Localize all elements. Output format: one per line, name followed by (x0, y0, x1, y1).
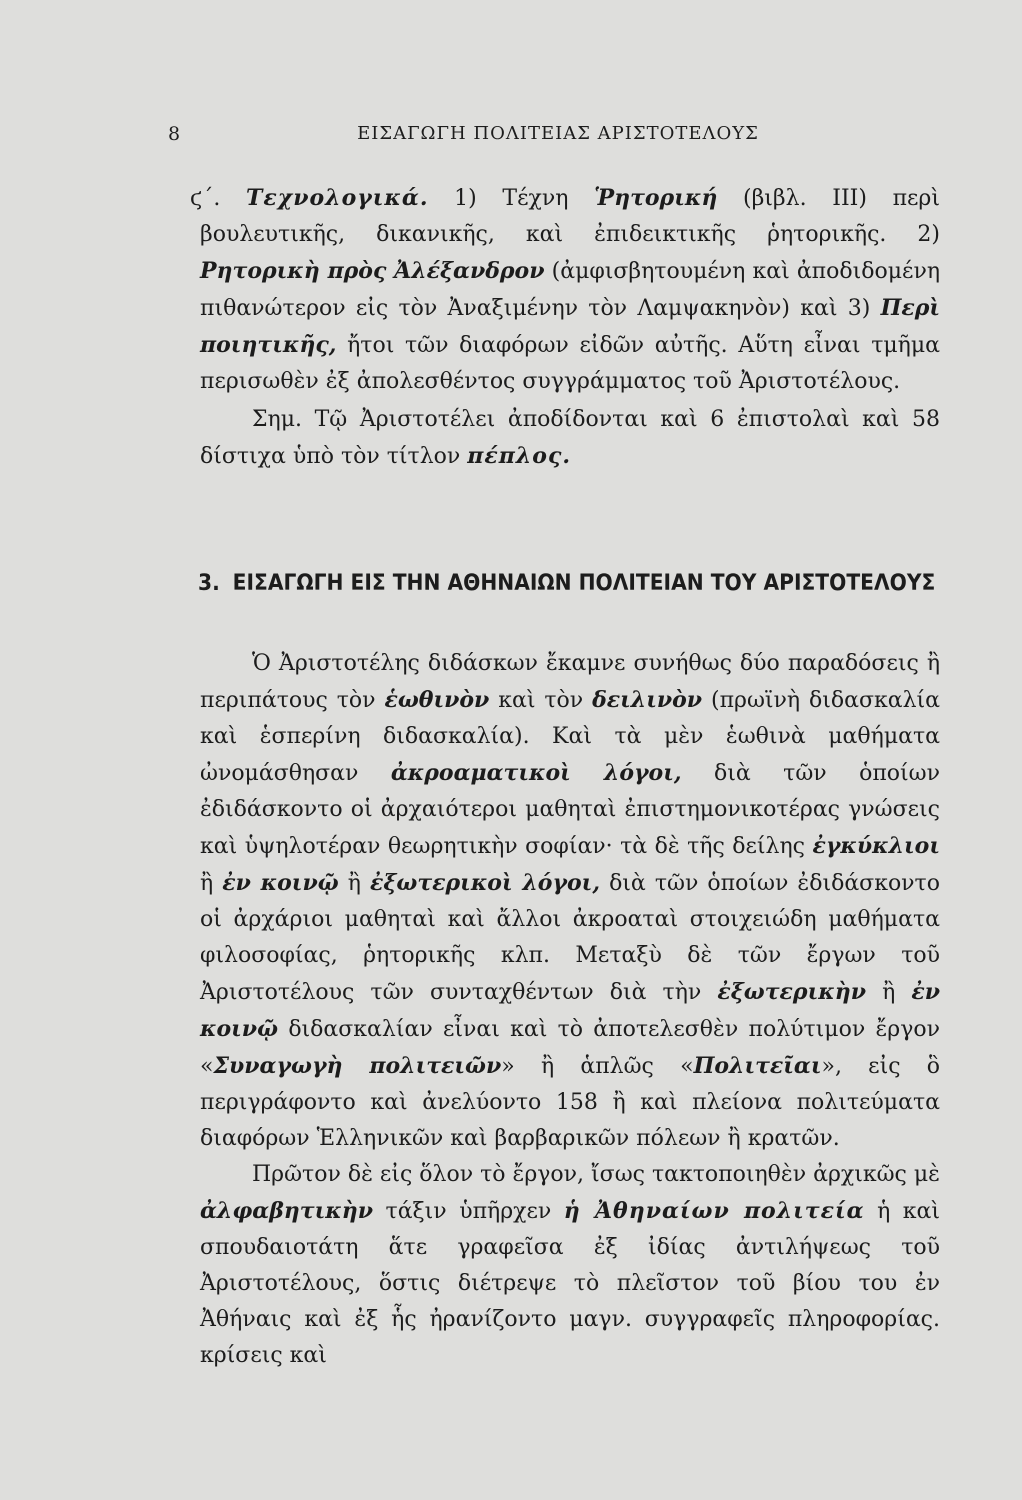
text-run: διὰ τῶν ὁποίων ἐδιδάσκοντο οἱ ἀρχαιότεροι μαθηταὶ ἐπιστημονικοτέρας γνώσεις καὶ ὑψηλοτέραν θεωρητικὴν σοφίαν· τὰ δὲ τῆς δείλης (200, 761, 940, 859)
term-en-koino-2: ἐν κοινῷ (200, 979, 941, 1042)
text-run: ἢ (882, 980, 896, 1005)
section-title: ΕΙΣΑΓΩΓΗ ΕΙΣ ΤΗΝ ΑΘΗΝΑΙΩΝ ΠΟΛΙΤΕΙΑΝ ΤΟΥ ΑΡΙΣΤΟΤΕΛΟΥΣ (232, 571, 936, 596)
term-exoterikoi: ἐξωτερικοὶ λόγοι, (370, 870, 600, 896)
text-run: (ἀμφισβητουμένη καὶ ἀποδιδομένη πιθανώτερον εἰς τὸν Ἀναξιμένην τὸν Λαμψακηνὸν) καὶ 3) (200, 259, 940, 321)
body-paragraph-2 (200, 1157, 940, 1374)
term-alphabetikin: ἀλφαβητικὴν (200, 1198, 373, 1224)
text-run: », εἰς ὃ περιγράφοντο καὶ ἀνελύοντο 158 ἢ καὶ πλείονα πολιτεύματα διαφόρων Ἑλληνικῶν καὶ βαρβαρικῶν πόλεων ἢ κρατῶν. (200, 1054, 940, 1151)
text-run: Ὁ Ἀριστοτέλης διδάσκων ἔκαμνε συνήθως δύο παραδόσεις ἢ περιπάτους τὸν (200, 651, 940, 713)
text-run: καὶ τὸν (498, 688, 584, 713)
work-title-politeiai: Πολιτεῖαι (693, 1053, 822, 1079)
body-paragraph-1 (200, 646, 940, 1157)
text-run: διὰ τῶν ὁποίων ἐδιδάσκοντο οἱ ἀρχάριοι μαθηταὶ καὶ ἄλλοι ἀκροαταὶ στοιχειώδη μαθήματα φιλοσοφίας, ῥητορικῆς κλπ. Μεταξὺ δὲ τῶν ἔργων τοῦ Ἀριστοτέλους τῶν συνταχθέντων διὰ τὴν (200, 871, 940, 1005)
technologika-title: Τεχνολογικά. (246, 185, 429, 211)
text-run: ἢ (347, 871, 361, 896)
text-run: (πρωϊνὴ διδασκαλία καὶ ἑσπερίνη διδασκαλία). Καὶ τὰ μὲν ἑωθινὰ μαθήματα ὠνομάσθησαν (200, 688, 941, 786)
technologika-paragraph (190, 180, 941, 400)
work-title-athenaion-politeia: ἡ Ἀθηναίων πολιτεία (563, 1198, 865, 1224)
term-enkyklioi: ἐγκύκλιοι (812, 833, 940, 859)
page-body (190, 180, 941, 1374)
text-run: τάξιν ὑπῆρχεν (385, 1199, 552, 1224)
work-title-rhetoric: Ῥητορική (594, 185, 718, 211)
term-exoterikin: ἐξωτερικὴν (717, 979, 866, 1005)
text-run: ἡ καὶ σπουδαιοτάτη ἅτε γραφεῖσα ἐξ ἰδίας ἀντιλήψεως τοῦ Ἀριστοτέλους, ὅστις διέτρεψε τὸ πλεῖστον τοῦ βίου του ἐν Ἀθήναις καὶ ἐξ ἧς ἠρανίζοντο μαγν. συγγραφεῖς πληροφορίας. κρίσεις καὶ (200, 1199, 941, 1368)
work-title-synagoge: Συναγωγὴ πολιτειῶν (213, 1053, 502, 1079)
work-title-peplos: πέπλος. (467, 443, 571, 469)
text-run: Σημ. Τῷ Ἀριστοτέλει ἀποδίδονται καὶ 6 ἐπιστολαὶ καὶ 58 δίστιχα ὑπὸ τὸν τίτλον (200, 407, 940, 469)
work-title-poetics: Περὶ ποιητικῆς, (200, 295, 941, 358)
running-title: ΕΙΣΑΓΩΓΗ ΠΟΛΙΤΕΙΑΣ ΑΡΙΣΤΟΤΕΛΟΥΣ (357, 123, 759, 144)
page-number: 8 (168, 123, 181, 145)
term-akroamatikoi: ἀκροαματικοὶ λόγοι, (390, 760, 682, 786)
section-number: 3. (198, 571, 220, 596)
term-en-koino: ἐν κοινῷ (222, 870, 339, 896)
text-run: Πρῶτον δὲ εἰς ὅλον τὸ ἔργον, ἴσως τακτοποιηθὲν ἀρχικῶς μὲ (252, 1162, 940, 1187)
note-paragraph (200, 402, 940, 475)
text-run: ἢ (200, 871, 214, 896)
section-heading (198, 571, 936, 596)
page-header (168, 123, 948, 153)
term-eothinon: ἑωθινὸν (384, 687, 490, 713)
work-title-rhetoric-to-alexander: Ρητορικὴ πρὸς Ἀλέξανδρον (200, 258, 545, 284)
text-run: ἤτοι τῶν διαφόρων εἰδῶν αὐτῆς. Αὕτη εἶναι τμῆμα περισωθὲν ἐξ ἀπολεσθέντος συγγράμματος τοῦ Ἀριστοτέλους. (200, 333, 940, 394)
text-run: 1) Τέχνη (454, 186, 569, 211)
text-run: (βιβλ. ΙΙΙ) περὶ βουλευτικῆς, δικανικῆς, καὶ ἐπιδεικτικῆς ῥητορικῆς. 2) (200, 186, 940, 247)
item-marker: ϛ΄. (190, 186, 221, 211)
term-deilinon: δειλινὸν (592, 687, 703, 713)
text-run: » ἢ ἁπλῶς « (501, 1054, 694, 1079)
text-run: διδασκαλίαν εἶναι καὶ τὸ ἀποτελεσθὲν πολύτιμον ἔργον « (200, 1017, 940, 1079)
